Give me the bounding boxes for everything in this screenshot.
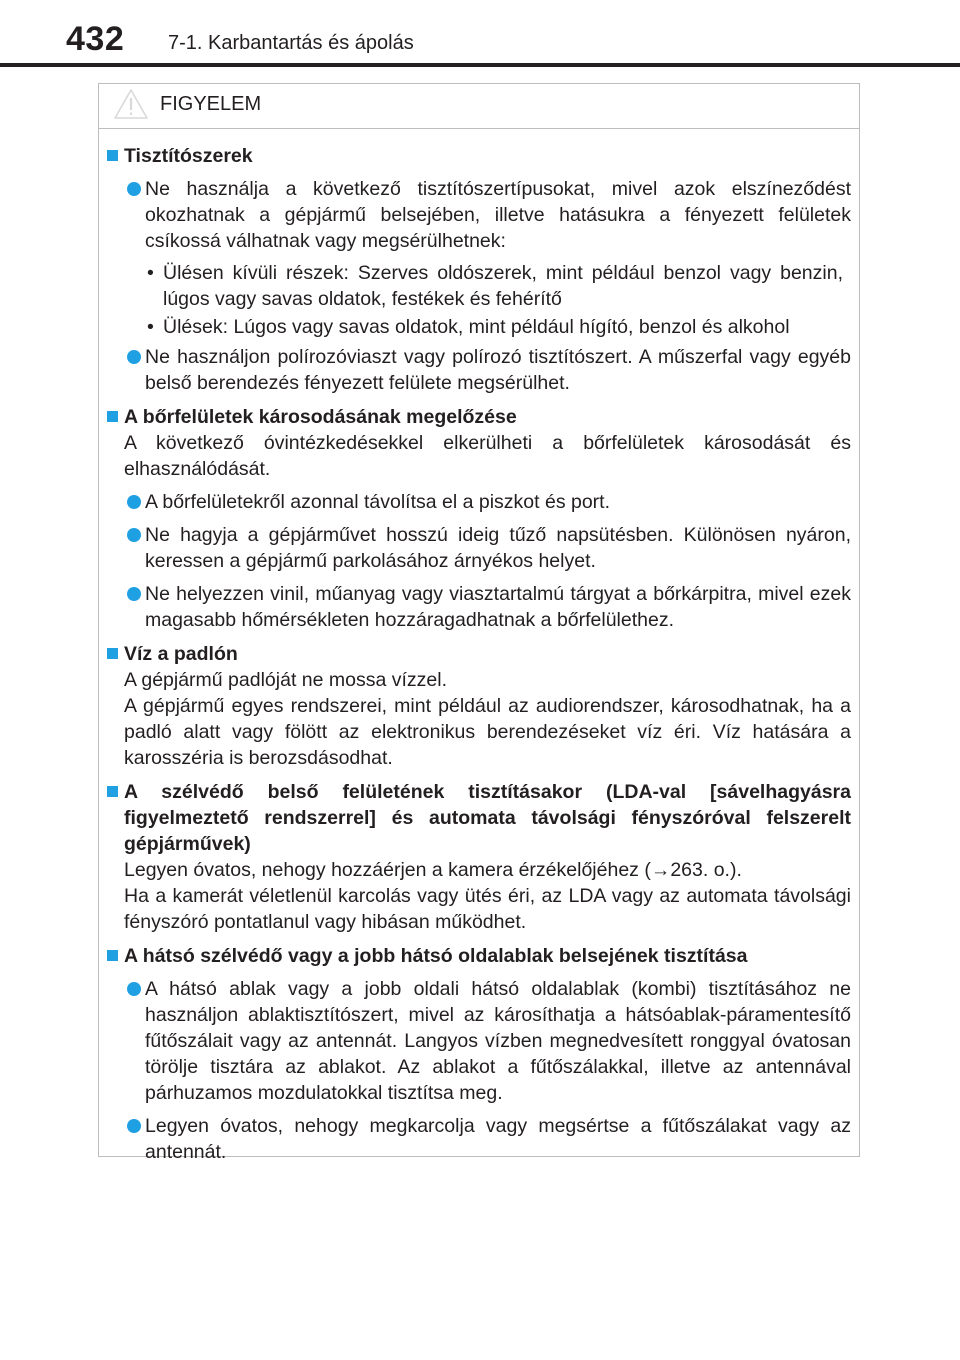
bullet-dot-icon [127,495,141,509]
warning-triangle-icon [113,88,149,120]
heading-square-icon [107,411,118,422]
list-item: Ne használja a következő tisztítószertípusokat, mivel azok elszíneződést okozhatnak a gépjármű belsejében, illetve hatásukra a fényezett felületek csíkossá válhatnak vagy megsérülhetnek: [107,176,851,254]
heading-cleaners: Tisztítószerek [107,143,851,169]
list-item: A hátsó ablak vagy a jobb oldali hátsó oldalablak (kombi) tisztításához ne használjon ablaktisztítószert, mivel az károsíthatja a hátsóablak-páramentesítő fűtőszálait vagy az antennát. Langyos vízben megnedvesített ronggyal óvatosan törölje tisztára az ablakot. Az ablakot a fűtőszálakkal, illetve az antennával párhuzamos mozdulatokkal tisztítsa meg. [107,976,851,1106]
heading-water: Víz a padlón [107,641,851,667]
heading-square-icon [107,648,118,659]
list-item: Legyen óvatos, nehogy megkarcolja vagy megsértse a fűtőszálakat vagy az antennát. [107,1113,851,1165]
paragraph: A következő óvintézkedésekkel elkerülheti a bőrfelületek károsodását és elhasználódását. [124,432,851,480]
heading-windshield: A szélvédő belső felületének tisztításakor (LDA-val [sávelhagyásra figyelmeztető rendszerrel] és automata távolsági fényszóróval felszerelt gépjárművek) [107,779,851,857]
warning-box [98,83,860,1163]
bullet-dot-icon [127,528,141,542]
list-item: Ne használjon polírozóviaszt vagy polírozó tisztítószert. A műszerfal vagy egyéb belső berendezés fényezett felülete megsérülhet. [107,344,851,396]
paragraph: A gépjármű padlóját ne mossa vízzel. [124,669,448,691]
header-rule [0,63,960,67]
warning-content [99,129,859,1165]
bullet-dot-icon [127,587,141,601]
paragraph: Ha a kamerát véletlenül karcolás vagy ütés éri, az LDA vagy az automata távolsági fényszóró pontatlanul vagy hibásan működhet. [124,885,851,933]
heading-square-icon [107,786,118,797]
list-item: A bőrfelületekről azonnal távolítsa el a piszkot és port. [107,489,851,515]
list-item: Ne hagyja a gépjárművet hosszú ideig tűző napsütésben. Különösen nyáron, keressen a gépjármű parkolásához árnyékos helyet. [107,522,851,574]
sub-bullet-icon: • [147,316,154,338]
sub-list-item: • Ülésen kívüli részek: Szerves oldószerek, mint például benzol vagy benzin, lúgos vagy savas oldatok, festékek és fehérítő [147,262,843,310]
heading-square-icon [107,950,118,961]
list-item: Ne helyezzen vinil, műanyag vagy viasztartalmú tárgyat a bőrkárpitra, mivel ezek magasabb hőmérsékleten hozzáragadhatnak a bőrfelülethez. [107,581,851,633]
warning-header [99,84,859,129]
heading-square-icon [107,150,118,161]
bullet-dot-icon [127,1119,141,1133]
heading-leather: A bőrfelületek károsodásának megelőzése [107,404,851,430]
bullet-dot-icon [127,982,141,996]
paragraph: A gépjármű egyes rendszerei, mint például az audiorendszer, károsodhatnak, ha a padló alatt vagy fölött az elektronikus berendezéseket víz éri. Víz hatására a karosszéria is berozsdásodhat. [124,695,851,769]
paragraph: Legyen óvatos, nehogy hozzáérjen a kamera érzékelőjéhez (→263. o.). [124,859,742,881]
bullet-dot-icon [127,182,141,196]
warning-label: FIGYELEM [160,93,262,115]
page-number: 432 [66,20,125,58]
section-title: 7-1. Karbantartás és ápolás [168,32,414,54]
page-header [0,0,960,68]
heading-rear-window: A hátsó szélvédő vagy a jobb hátsó oldalablak belsejének tisztítása [107,943,851,969]
bullet-dot-icon [127,350,141,364]
sub-bullet-icon: • [147,262,154,284]
sub-list-item: • Ülések: Lúgos vagy savas oldatok, mint például hígító, benzol és alkohol [147,316,790,338]
